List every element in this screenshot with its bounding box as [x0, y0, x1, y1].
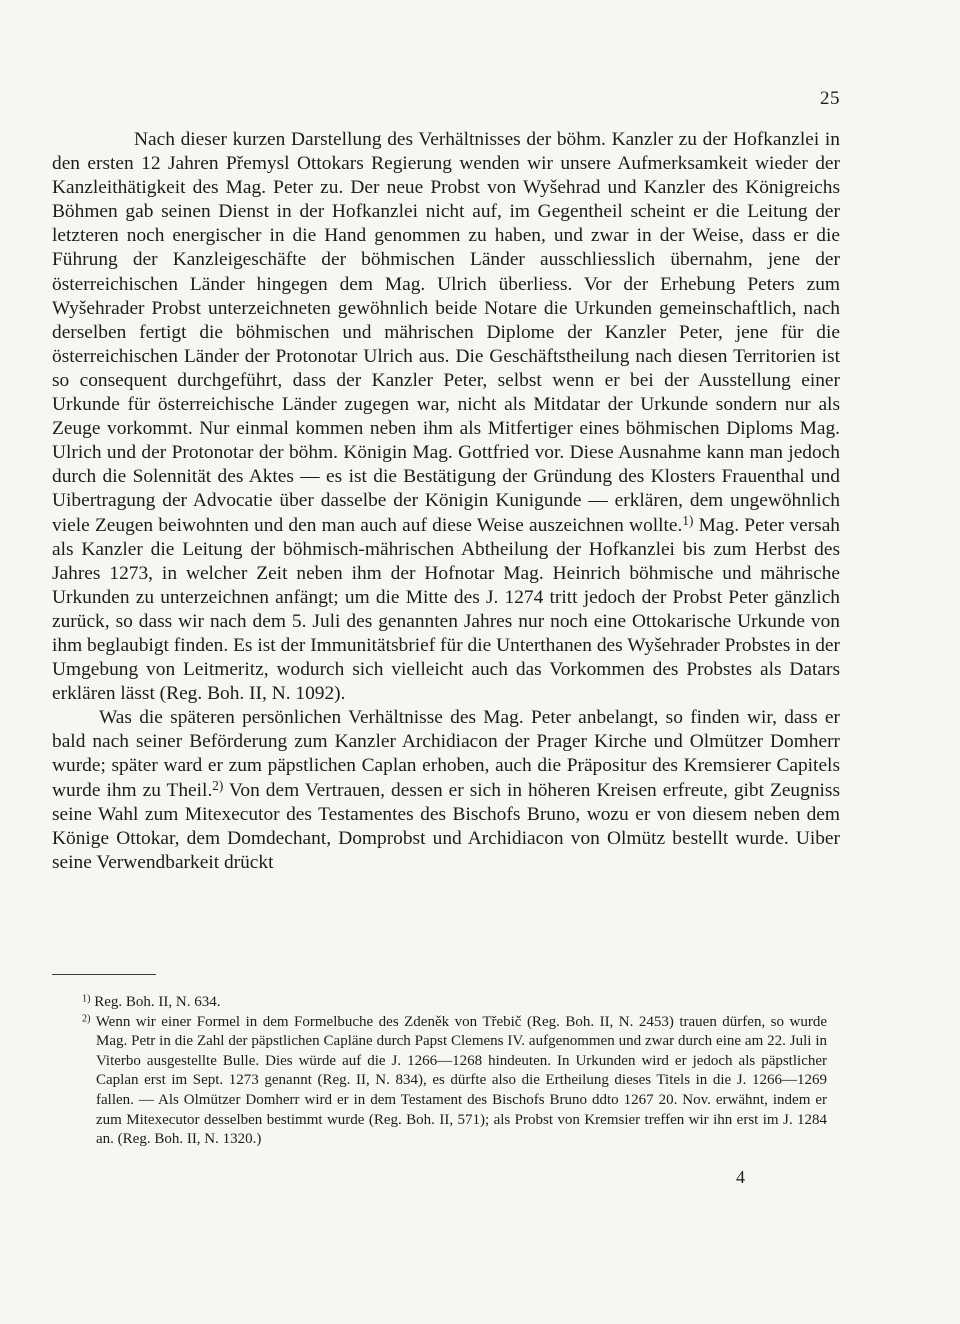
- footnote-mark: 1): [82, 993, 91, 1005]
- page-number: 25: [820, 88, 840, 109]
- paragraph-1: [52, 128, 840, 706]
- footnote-ref-2[interactable]: 2): [212, 777, 224, 793]
- footnote-ref-1[interactable]: 1): [682, 512, 694, 528]
- footnote-mark: 2): [82, 1013, 91, 1025]
- signature-mark: 4: [736, 1167, 745, 1187]
- footnote-text: Reg. Boh. II, N. 634.: [90, 994, 221, 1010]
- paragraph-1-text-a: Nach dieser kurzen Darstellung des Verhältnisses der böhm. Kanzler zu der Hofkanzlei in den ersten 12 Jahren Přemysl Ottokars Regierung wenden wir unsere Aufmerksamkeit wieder der Kanzleithätigkeit des Mag. Peter zu. Der neue Probst von Wyšehrad und Kanzler des Königreichs Böhmen gab seinen Dienst in der Hofkanzlei nicht auf, im Gegentheil scheint er die Leitung der letzteren noch energischer in die Hand genommen zu haben, und zwar in der Weise, dass er die Führung der Kanzleigeschäfte der böhmischen Länder ausschliesslich übernahm, jene der österreichischen Länder hingegen dem Mag. Ulrich überliess. Vor der Erhebung Peters zum Wyšehrader Probst unterzeichneten gewöhnlich beide Notare die Urkunden gemeinschaftlich, nach derselben fertigt die böhmischen und mährischen Diplome der Kanzler Peter, jene für die österreichischen Länder der Protonotar Ulrich aus. Die Geschäftstheilung nach diesen Territorien ist so consequent durchgeführt, dass der Kanzler Peter, selbst wenn er bei der Ausstellung einer Urkunde für österreichische Länder zugegen war, nicht als Mitdatar der Urkunde sondern nur als Zeuge vorkommt. Nur einmal kommen neben ihm als Mitfertiger eines böhmischen Diploms Mag. Ulrich und der Protonotar der böhm. Königin Mag. Gottfried vor. Diese Ausnahme kann man jedoch durch die Solennität des Aktes — es ist die Bestätigung der Gründung des Klosters Frauenthal und Uibertragung der Advocatie über dasselbe der Königin Kunigunde — erklären, dem ungewöhnlich viele Zeugen beiwohnten und den man auch auf diese Weise auszeichnen wollte.: [52, 129, 840, 536]
- footnote-2: [82, 1013, 827, 1150]
- footnote-text: Wenn wir einer Formel in dem Formelbuche des Zdeněk von Třebič (Reg. Boh. II, N. 2453) trauen dürfen, so wurde Mag. Petr in die Zahl der päpstlichen Capläne durch Papst Clemens IV. aufgenommen und zwar durch eine am 22. Juli in Viterbo ausgestellte Bulle. Dies würde auf die J. 1266—1268 hindeuten. In Urkunden wird er jedoch als päpstlicher Caplan erst im Sept. 1273 genannt (Reg. II, N. 834), es dürfte also die Ertheilung dieses Titels in die J. 1266—1269 fallen. — Als Olmützer Domherr wird er in dem Testament des Bischofs Bruno ddto 1267 20. Nov. erwähnt, indem er zum Mitexecutor desselben bestimmt wurde (Reg. Boh. II, 571); als Probst von Kremsier treffen wir ihn erst im J. 1284 an. (Reg. Boh. II, N. 1320.): [90, 1013, 827, 1148]
- paragraph-2: [52, 706, 840, 875]
- footnotes: [82, 993, 827, 1150]
- body-text: [52, 128, 840, 875]
- footnote-divider: [52, 974, 156, 975]
- paragraph-1-text-b: Mag. Peter versah als Kanzler die Leitung der böhmisch-mährischen Abtheilung der Hofkanzlei bis zum Herbst des Jahres 1273, in welcher Zeit neben ihm der Hofnotar Mag. Heinrich böhmische und mährische Urkunden zu unterzeichnen anfängt; um die Mitte des J. 1274 tritt jedoch der Probst Peter gänzlich zurück, so dass wir nach dem 5. Juli des genannten Jahres nur noch eine Ottokarische Urkunde von ihm beglaubigt finden. Es ist der Immunitätsbrief für die Unterthanen des Wyšehrader Probstes in der Umgebung von Leitmeritz, wodurch sich vielleicht auch das Vorkommen des Probstes als Datars erklären lässt (Reg. Boh. II, N. 1092).: [52, 514, 840, 705]
- paragraph-2-text-b: Von dem Vertrauen, dessen er sich in höheren Kreisen erfreute, gibt Zeugniss seine Wahl zum Mitexecutor des Testamentes des Bischofs Bruno, wozu er von diesem neben dem Könige Ottokar, dem Domdechant, Domprobst und Archidiacon von Olmütz bestellt wurde. Uiber seine Verwendbarkeit drückt: [52, 779, 840, 873]
- footnote-1: [82, 993, 827, 1013]
- paragraph-2-text-a: Was die späteren persönlichen Verhältnisse des Mag. Peter anbelangt, so finden wir, dass er bald nach seiner Beförderung zum Kanzler Archidiacon der Prager Kirche und Olmützer Domherr wurde; später ward er zum päpstlichen Caplan erhoben, auch die Präpositur des Kremsierer Capitels wurde ihm zu Theil.: [52, 707, 840, 801]
